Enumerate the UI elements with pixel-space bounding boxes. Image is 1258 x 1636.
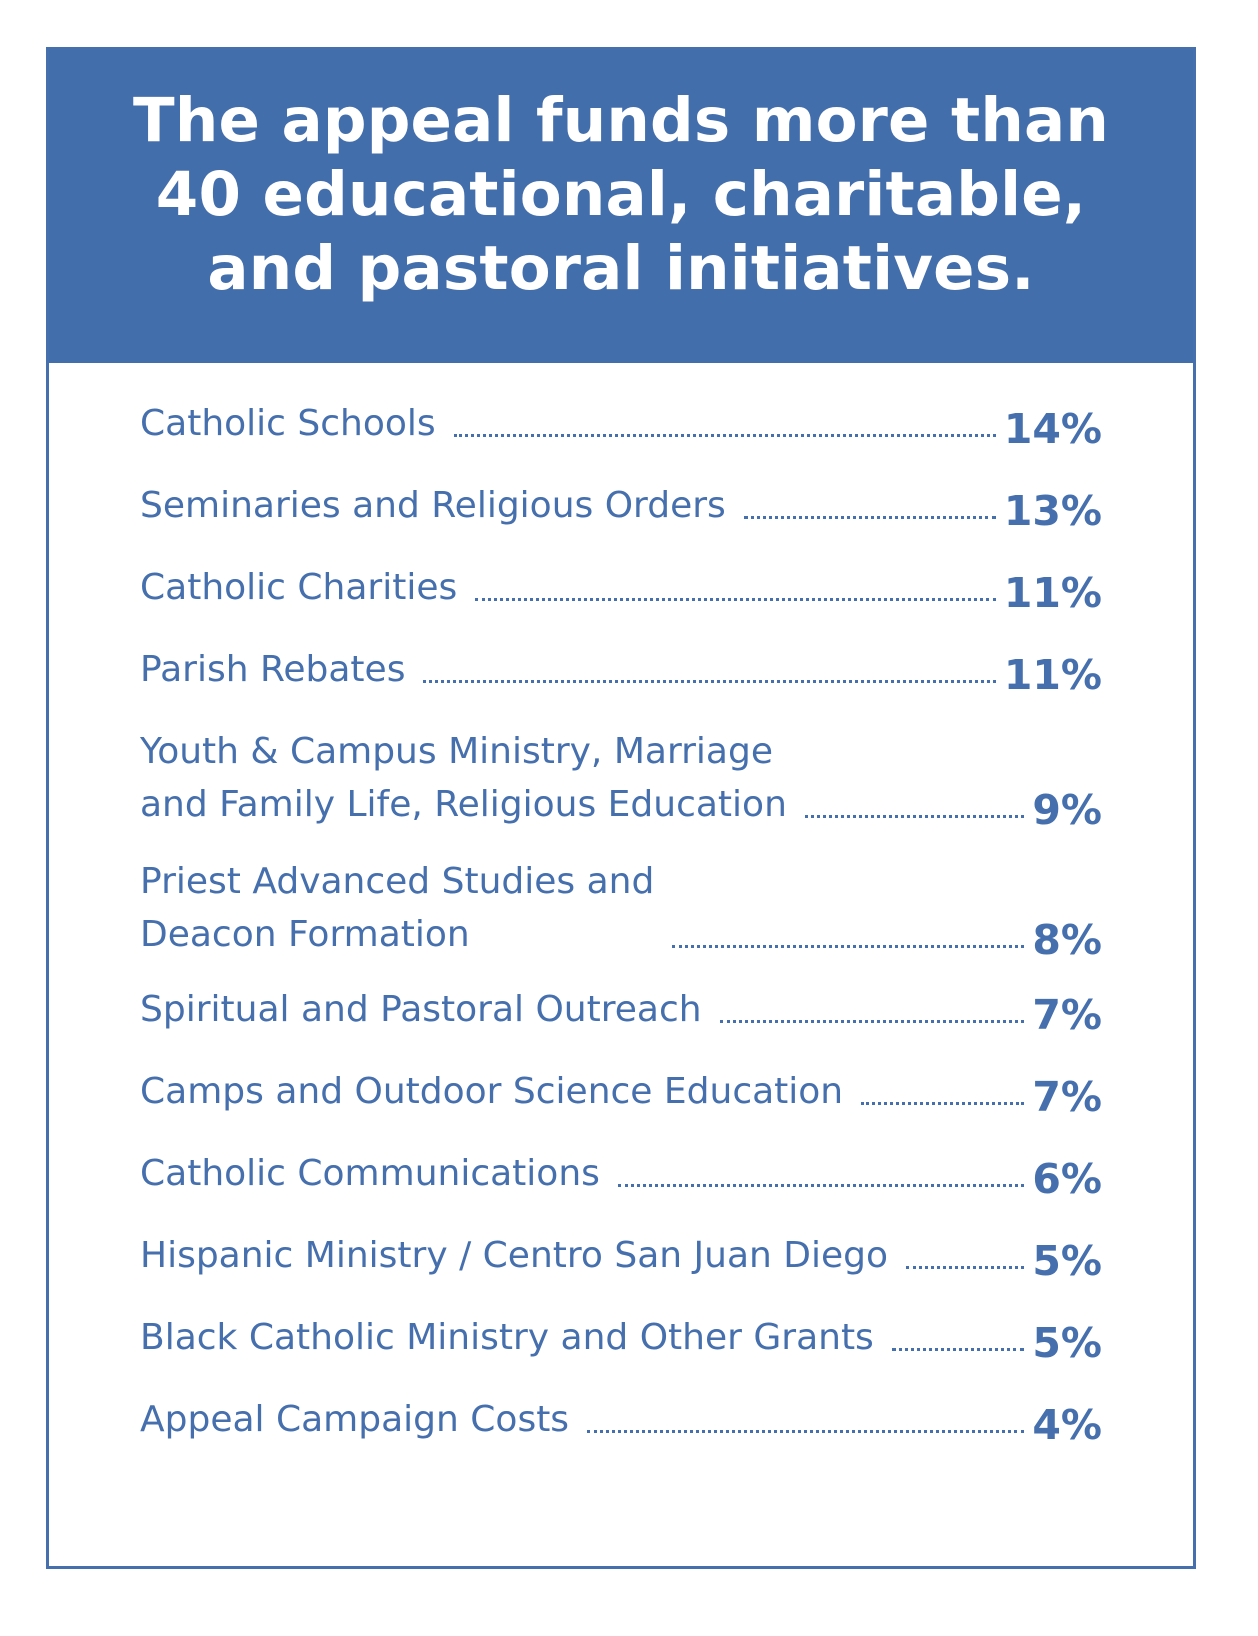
page-title: The appeal funds more than 40 educational, charitable, and pastoral initiatives.	[133, 84, 1109, 304]
list-item	[140, 561, 1102, 617]
header-banner	[49, 50, 1193, 363]
list-item	[140, 1311, 1102, 1367]
appeal-card	[46, 47, 1196, 1569]
list-item	[140, 1147, 1102, 1203]
item-percent: 11%	[1003, 569, 1102, 617]
item-percent: 9%	[1032, 786, 1102, 834]
dot-leader	[861, 1102, 1024, 1105]
dot-leader	[423, 680, 995, 683]
item-percent: 7%	[1032, 1073, 1102, 1121]
list-item	[140, 1065, 1102, 1121]
list-item	[140, 725, 1102, 834]
item-label: Black Catholic Ministry and Other Grants	[140, 1317, 874, 1358]
list-item	[140, 397, 1102, 453]
item-label: Seminaries and Religious Orders	[140, 485, 726, 526]
dot-leader	[805, 815, 1024, 818]
item-label: Catholic Charities	[140, 567, 458, 608]
dot-leader	[744, 516, 996, 519]
list-item	[140, 1393, 1102, 1449]
item-percent: 5%	[1032, 1319, 1102, 1367]
item-percent: 4%	[1032, 1401, 1102, 1449]
item-percent: 5%	[1032, 1237, 1102, 1285]
list-item	[140, 643, 1102, 699]
item-label: Spiritual and Pastoral Outreach	[140, 989, 702, 1030]
dot-leader	[672, 945, 1024, 948]
dot-leader	[475, 598, 996, 601]
item-percent: 14%	[1003, 405, 1102, 453]
dot-leader	[587, 1430, 1024, 1433]
item-percent: 6%	[1032, 1155, 1102, 1203]
list-item	[140, 855, 1102, 964]
list-item	[140, 479, 1102, 535]
item-label: Priest Advanced Studies and Deacon Formation	[140, 861, 655, 955]
item-percent: 11%	[1003, 651, 1102, 699]
item-label: Appeal Campaign Costs	[140, 1399, 570, 1440]
dot-leader	[618, 1184, 1024, 1187]
dot-leader	[906, 1266, 1024, 1269]
dot-leader	[454, 434, 996, 437]
item-label: Parish Rebates	[140, 649, 406, 690]
item-percent: 13%	[1003, 487, 1102, 535]
dot-leader	[892, 1348, 1025, 1351]
item-label: Youth & Campus Ministry, Marriage and Family Life, Religious Education	[140, 731, 787, 825]
dot-leader	[720, 1020, 1025, 1023]
item-label: Hispanic Ministry / Centro San Juan Diego	[140, 1235, 889, 1276]
item-label: Catholic Schools	[140, 403, 436, 444]
list-item	[140, 983, 1102, 1039]
item-label: Camps and Outdoor Science Education	[140, 1071, 844, 1112]
list-item	[140, 1229, 1102, 1285]
item-percent: 7%	[1032, 991, 1102, 1039]
item-label: Catholic Communications	[140, 1153, 600, 1194]
item-percent: 8%	[1032, 916, 1102, 964]
